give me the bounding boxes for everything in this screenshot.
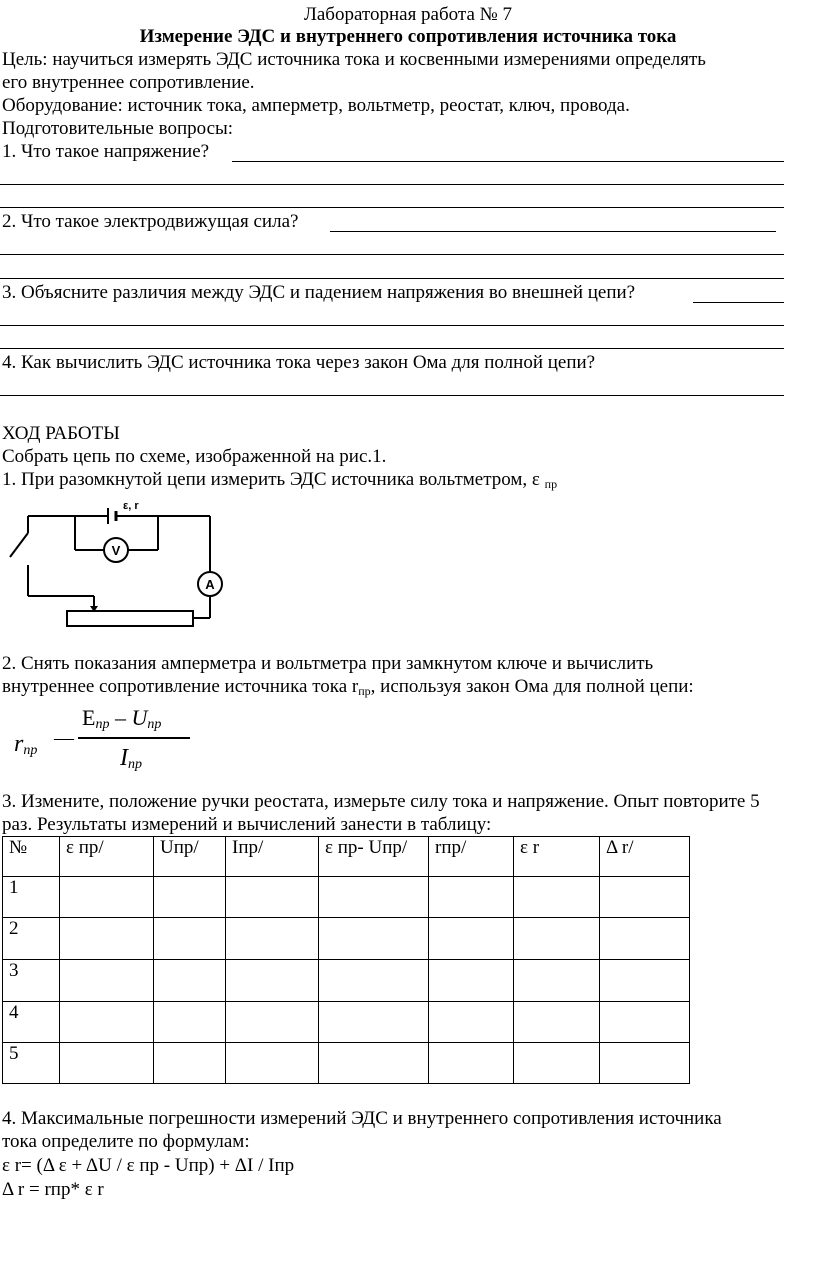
goal-line-1: Цель: научиться измерять ЭДС источника тока и косвенными измерениями определять [2, 49, 706, 70]
prep-heading: Подготовительные вопросы: [2, 118, 234, 139]
answer-line[interactable] [0, 254, 784, 255]
table-cell[interactable] [60, 960, 154, 1002]
table-cell[interactable] [154, 1043, 226, 1084]
table-row [3, 1002, 690, 1043]
table-cell[interactable] [600, 1002, 690, 1043]
table-cell[interactable] [154, 877, 226, 918]
table-cell[interactable] [600, 918, 690, 960]
circuit-diagram [0, 495, 240, 640]
formula-E-sub: пр [95, 717, 110, 732]
page-title: Измерение ЭДС и внутреннего сопротивления источника тока [139, 26, 677, 47]
table-header-row [3, 837, 690, 877]
source-label: ε, r [123, 500, 139, 512]
row-number: 3 [3, 960, 60, 1002]
table-cell[interactable] [226, 918, 319, 960]
answer-line[interactable] [0, 325, 784, 326]
table-cell[interactable] [429, 960, 514, 1002]
table-cell[interactable] [60, 877, 154, 918]
step-1-subscript: пр [544, 477, 558, 491]
table-header-cell: Iпр/ [226, 837, 319, 877]
answer-line[interactable] [0, 395, 784, 396]
answer-line[interactable] [0, 184, 784, 185]
formula-numerator [82, 705, 161, 733]
step-2-line-1: 2. Снять показания амперметра и вольтметра при замкнутом ключе и вычислить [2, 653, 654, 674]
rheostat [67, 611, 193, 626]
table-cell[interactable] [600, 960, 690, 1002]
assemble-instruction: Собрать цепь по схеме, изображенной на рис.1. [2, 446, 387, 467]
switch-lever [10, 533, 28, 557]
table-row [3, 877, 690, 918]
formula-denominator [120, 745, 142, 773]
table-header-cell: rпр/ [429, 837, 514, 877]
formula-equals: — [54, 727, 74, 749]
answer-line[interactable] [0, 207, 784, 208]
ammeter-label: A [205, 577, 215, 592]
table-cell[interactable] [154, 918, 226, 960]
error-formula-resistance: Δ r = rпр* ε r [2, 1179, 104, 1200]
question-3: 3. Объясните различия между ЭДС и падением напряжения во внешней цепи? [2, 282, 636, 303]
formula-U-sub: пр [147, 717, 162, 732]
internal-resistance-formula [10, 705, 200, 780]
error-formula-emf: ε r= (Δ ε + ΔU / ε пр - Uпр) + ΔI / Iпр [2, 1155, 295, 1176]
table-row [3, 918, 690, 960]
lab-number: Лабораторная работа № 7 [303, 4, 513, 25]
question-4: 4. Как вычислить ЭДС источника тока через закон Ома для полной цепи? [2, 352, 596, 373]
formula-I-sub: пр [128, 757, 142, 772]
table-cell[interactable] [429, 1043, 514, 1084]
step-2-subscript: пр [358, 684, 371, 698]
equipment-line: Оборудование: источник тока, амперметр, вольтметр, реостат, ключ, провода. [2, 95, 630, 116]
table-cell[interactable] [514, 918, 600, 960]
table-cell[interactable] [60, 1002, 154, 1043]
step-4-line-2: тока определите по формулам: [2, 1131, 250, 1152]
row-number: 4 [3, 1002, 60, 1043]
answer-line[interactable] [0, 278, 784, 279]
table-header-cell: ε пр/ [60, 837, 154, 877]
row-number: 1 [3, 877, 60, 918]
table-cell[interactable] [319, 960, 429, 1002]
answer-line[interactable] [232, 161, 784, 162]
table-cell[interactable] [514, 1043, 600, 1084]
goal-line-2: его внутреннее сопротивление. [2, 72, 255, 93]
answer-line[interactable] [330, 231, 776, 232]
formula-minus-U: – U [114, 705, 148, 730]
table-header-cell: Uпр/ [154, 837, 226, 877]
fraction-bar [78, 737, 190, 739]
table-cell[interactable] [226, 960, 319, 1002]
formula-lhs-sub: пр [23, 743, 38, 758]
table-cell[interactable] [226, 877, 319, 918]
step-2-text-a: внутреннее сопротивление источника тока r [2, 676, 359, 697]
table-cell[interactable] [154, 960, 226, 1002]
answer-line[interactable] [693, 302, 784, 303]
formula-lhs [14, 731, 37, 759]
step-3-line-1: 3. Измените, положение ручки реостата, измерьте силу тока и напряжение. Опыт повторите 5 [2, 791, 760, 812]
table-cell[interactable] [154, 1002, 226, 1043]
step-2-text-b: , используя закон Ома для полной цепи: [370, 676, 694, 697]
table-cell[interactable] [60, 1043, 154, 1084]
table-cell[interactable] [226, 1043, 319, 1084]
question-2: 2. Что такое электродвижущая сила? [2, 211, 299, 232]
table-cell[interactable] [600, 1043, 690, 1084]
question-1: 1. Что такое напряжение? [2, 141, 210, 162]
step-3-line-2: раз. Результаты измерений и вычислений занести в таблицу: [2, 814, 492, 835]
table-cell[interactable] [319, 918, 429, 960]
table-cell[interactable] [429, 877, 514, 918]
table-row [3, 1043, 690, 1084]
table-cell[interactable] [429, 918, 514, 960]
answer-line[interactable] [0, 348, 784, 349]
table-cell[interactable] [514, 960, 600, 1002]
table-cell[interactable] [226, 1002, 319, 1043]
formula-E: E [82, 705, 96, 730]
formula-r: r [14, 731, 24, 757]
table-header-cell: № [3, 837, 60, 877]
step-2-line-2 [2, 676, 694, 702]
table-header-cell: ε r [514, 837, 600, 877]
table-cell[interactable] [600, 877, 690, 918]
step-1-text: 1. При разомкнутой цепи измерить ЭДС источника вольтметром, ε [2, 469, 540, 490]
table-header-cell: Δ r/ [600, 837, 690, 877]
table-cell[interactable] [514, 877, 600, 918]
row-number: 2 [3, 918, 60, 960]
table-cell[interactable] [319, 1043, 429, 1084]
table-cell[interactable] [319, 877, 429, 918]
formula-I: I [120, 745, 128, 771]
step-1 [2, 469, 557, 495]
voltmeter-label: V [111, 543, 121, 558]
table-cell[interactable] [319, 1002, 429, 1043]
procedure-heading: ХОД РАБОТЫ [2, 423, 120, 444]
results-table [2, 836, 690, 1084]
step-4-line-1: 4. Максимальные погрешности измерений ЭДС и внутреннего сопротивления источника [2, 1108, 722, 1129]
row-number: 5 [3, 1043, 60, 1084]
table-cell[interactable] [514, 1002, 600, 1043]
table-cell[interactable] [60, 918, 154, 960]
table-header-cell: ε пр- Uпр/ [319, 837, 429, 877]
table-row [3, 960, 690, 1002]
table-cell[interactable] [429, 1002, 514, 1043]
